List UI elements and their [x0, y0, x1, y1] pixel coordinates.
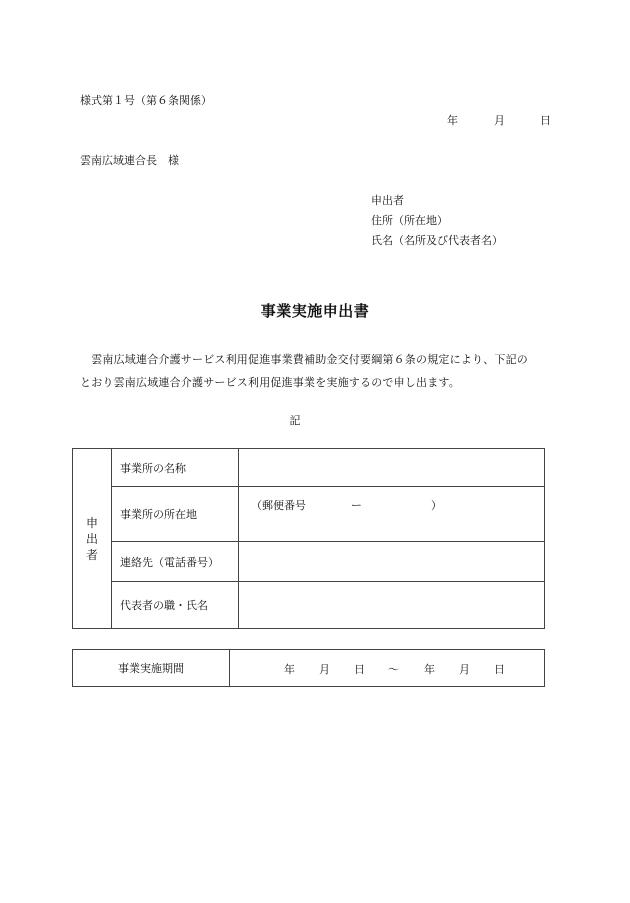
period-label: 事業実施期間 [73, 650, 230, 687]
table-row [73, 449, 545, 487]
postal-prefix: （郵便番号 [251, 499, 306, 512]
postal-dash: ー [351, 499, 362, 512]
date-year-label: 年 [447, 114, 458, 127]
body-line-2: とおり雲南広域連合介護サービス利用促進事業を実施するので申し出ます。 [80, 376, 460, 389]
representative-label: 代表者の職・氏名 [112, 582, 239, 629]
postal-suffix: ） [431, 499, 442, 512]
table-row [73, 650, 545, 687]
period-start-year: 年 [284, 663, 295, 676]
body-line-1: 雲南広域連合介護サービス利用促進事業費補助金交付要綱第６条の規定により、下記の [80, 353, 528, 366]
office-name-label: 事業所の名称 [112, 449, 239, 487]
office-name-field[interactable] [239, 449, 545, 487]
ki-note-heading: 記 [289, 414, 301, 427]
period-tilde: ～ [388, 663, 399, 676]
table-row [73, 542, 545, 582]
period-end-year: 年 [424, 663, 435, 676]
phone-label: 連絡先（電話番号） [112, 542, 239, 582]
period-end-month: 月 [459, 663, 470, 676]
body-paragraph [80, 348, 560, 394]
office-address-field[interactable] [239, 487, 545, 542]
phone-field[interactable] [239, 542, 545, 582]
representative-field[interactable] [239, 582, 545, 629]
date-month-label: 月 [494, 114, 505, 127]
table-row [73, 582, 545, 629]
applicant-side-label: 申出者 [85, 515, 98, 562]
addressee: 雲南広域連合長 様 [80, 154, 179, 167]
office-address-label: 事業所の所在地 [112, 487, 239, 542]
period-start-month: 月 [319, 663, 330, 676]
table-row [73, 487, 545, 542]
date-day-label: 日 [540, 114, 551, 127]
document-title: 事業実施申出書 [260, 302, 370, 320]
applicant-heading: 申出者 [371, 194, 404, 207]
form-number: 様式第１号（第６条関係） [80, 94, 212, 107]
period-end-day: 日 [494, 663, 505, 676]
applicant-name-label: 氏名（名所及び代表者名） [371, 234, 503, 247]
applicant-side-cell [73, 449, 112, 629]
period-start-day: 日 [354, 663, 365, 676]
period-field[interactable] [230, 650, 545, 687]
applicant-address-label: 住所（所在地） [371, 214, 448, 227]
period-table [72, 649, 545, 687]
applicant-table [72, 448, 545, 629]
